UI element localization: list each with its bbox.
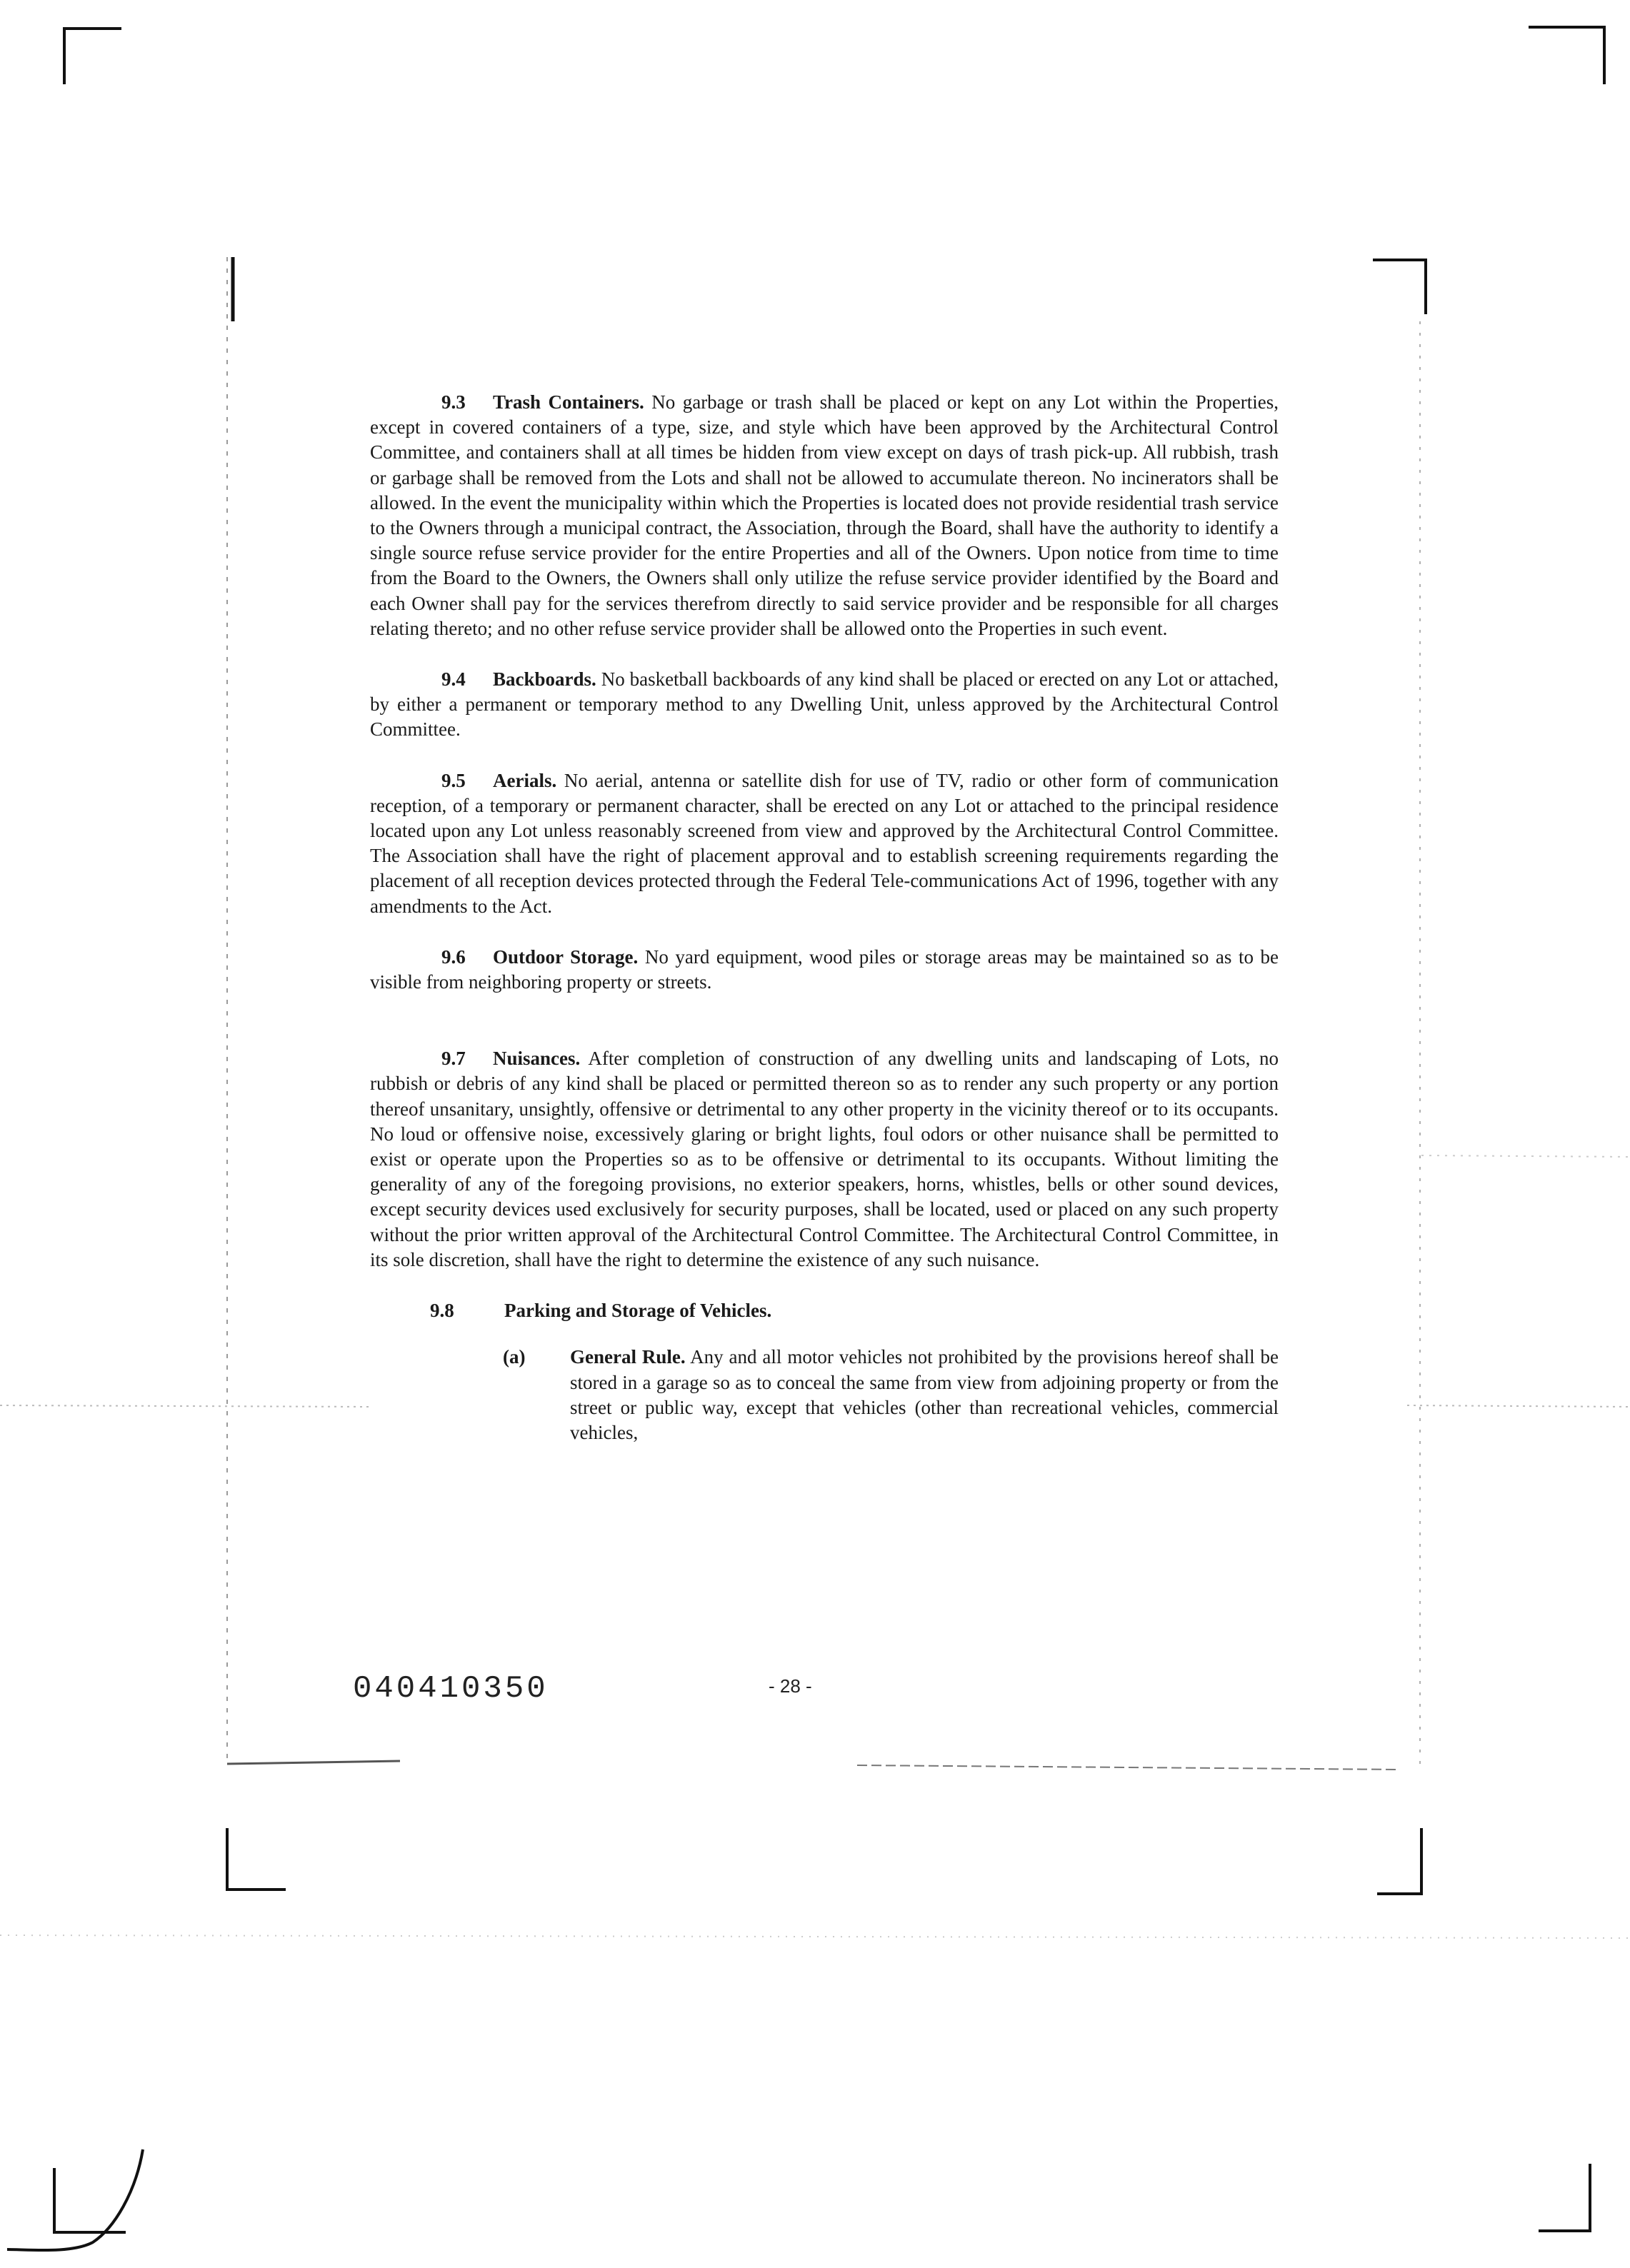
section-9-4: [370, 667, 1279, 743]
section-9-3: [370, 390, 1279, 641]
subsection-body: Any and all motor vehicles not prohibited by the provisions hereof shall be stored in a garage so as to conceal the same from view from adjoining property or from the street or public way, except that vehicles (other than recreational vehicles, commercial vehicles,: [570, 1346, 1279, 1443]
section-heading: Backboards.: [493, 668, 596, 691]
subsection-heading: General Rule.: [570, 1346, 686, 1368]
scan-line-4: [0, 1935, 1630, 1938]
section-number: 9.8: [430, 1300, 454, 1322]
crop-mark-bottom-left: [54, 2168, 126, 2232]
section-number: 9.5: [441, 769, 466, 791]
section-body: No basketball backboards of any kind shall be placed or erected on any Lot or attached, by either a permanent or temporary method to any Dwelling Unit, unless approved by the Architectural Control Committee.: [370, 668, 1279, 741]
section-9-7: [370, 1046, 1279, 1273]
section-heading: Nuisances.: [493, 1048, 581, 1070]
crop-mark-bottom-right: [1539, 2164, 1590, 2231]
subsection-letter: (a): [503, 1346, 526, 1368]
section-heading: Aerials.: [493, 769, 557, 791]
page-edge-bottom-left: [227, 1761, 400, 1764]
section-number: 9.4: [441, 668, 466, 691]
section-heading: Trash Containers.: [493, 391, 644, 413]
section-9-6: [370, 945, 1279, 995]
signature-stroke: [7, 2149, 143, 2250]
section-9-5: [370, 768, 1279, 919]
section-body: No aerial, antenna or satellite dish for use of TV, radio or other form of communication reception, of a temporary or permanent character, shall be erected on any Lot or attached to the principal residence located upon any Lot unless reasonably screened from view and approved by the Architectural Control Committee. The Association shall have the right of placement approval and to establish screening requirements regarding the placement of all reception devices protected through the Federal Tele-communications Act of 1996, together with any amendments to the Act.: [370, 769, 1279, 917]
section-9-8: [370, 1298, 1279, 1323]
section-body: No yard equipment, wood piles or storage areas may be maintained so as to be visible from neighboring property or streets.: [370, 945, 1279, 993]
subsection-a: [370, 1345, 1279, 1445]
scan-line-3: [1421, 1155, 1630, 1157]
section-number: 9.3: [441, 391, 466, 413]
page-number: - 28 -: [769, 1675, 812, 1697]
scan-line-1: [0, 1405, 371, 1407]
section-heading: Outdoor Storage.: [493, 945, 639, 968]
page-mark-bottom-right: [1377, 1828, 1421, 1894]
document-body: [370, 390, 1279, 1445]
section-body: No garbage or trash shall be placed or kept on any Lot within the Properties, except in covered containers of a type, size, and style which have been approved by the Architectural Control Committee, and containers shall at all times be hidden from view except on days of trash pick-up. All rubbish, trash or garbage shall be removed from the Lots and shall not be allowed to accumulate thereon. No incinerators shall be allowed. In the event the municipality within which the Properties is located does not provide residential trash service to the Owners through a municipal contract, the Association, through the Board, shall have the authority to identify a single source refuse service provider for the entire Properties and all of the Owners. Upon notice from time to time from the Board to the Owners, the Owners shall only utilize the refuse service provider identified by the Board and each Owner shall pay for the services therefrom directly to said service provider and be responsible for all charges relating thereto; and no other refuse service provider shall be allowed onto the Properties in such event.: [370, 391, 1279, 639]
crop-mark-top-left: [64, 29, 121, 84]
page-mark-top-right: [1373, 260, 1426, 314]
page-edge-bottom-right: [857, 1765, 1400, 1770]
page-mark-bottom-left: [227, 1828, 286, 1890]
section-heading: Parking and Storage of Vehicles.: [504, 1300, 772, 1322]
scan-line-2: [1407, 1405, 1630, 1407]
section-number: 9.7: [441, 1048, 466, 1070]
document-id-stamp: 040410350: [353, 1671, 549, 1707]
section-number: 9.6: [441, 945, 466, 968]
section-body: After completion of construction of any dwelling units and landscaping of Lots, no rubbish or debris of any kind shall be placed or permitted thereon so as to render any such property or any portion thereof unsanitary, unsightly, offensive or detrimental to any other property in the vicinity thereof or to its occupants. No loud or offensive noise, excessively glaring or bright lights, foul odors or other nuisance shall be permitted to exist or operate upon the Properties so as to be offensive or detrimental to its occupants. Without limiting the generality of any of the foregoing provisions, no exterior speakers, horns, whistles, bells or other sound devices, except security devices used exclusively for security purposes, shall be located, used or placed on any such property without the prior written approval of the Architectural Control Committee. The Architectural Control Committee, in its sole discretion, shall have the right to determine the existence of any such nuisance.: [370, 1048, 1279, 1270]
crop-mark-top-right: [1529, 27, 1604, 84]
